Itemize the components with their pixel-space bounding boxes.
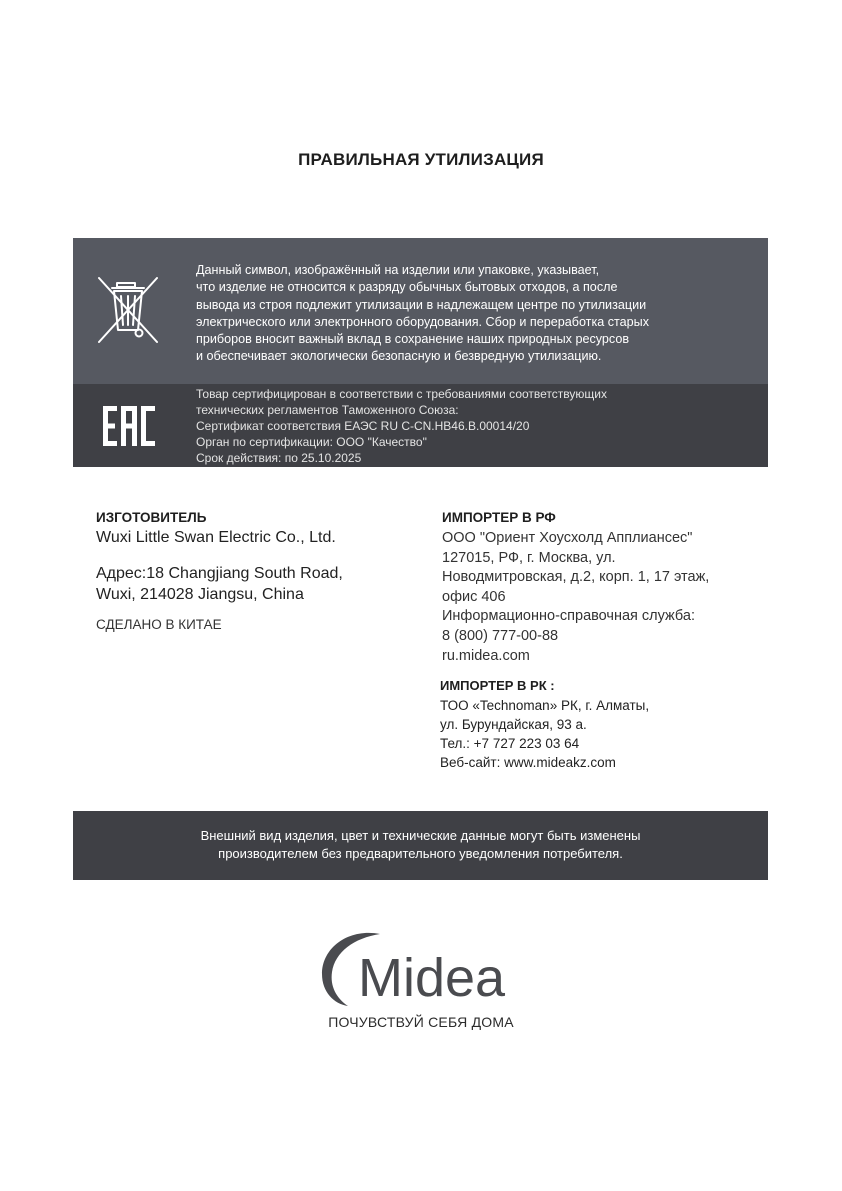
manufacturer-heading: ИЗГОТОВИТЕЛЬ [96,510,207,525]
importer-rf-line: 8 (800) 777-00-88 [442,627,559,644]
importer-rf-section [442,510,709,666]
disposal-line: что изделие не относится к разряду обычных бытовых отходов, а после [196,280,618,295]
notice-panel [73,811,768,880]
importer-rk-line: Тел.: +7 727 223 03 64 [440,736,580,751]
importer-rf-heading: ИМПОРТЕР В РФ [442,510,556,525]
importer-rk-line: ТОО «Technoman» РК, г. Алматы, [440,698,650,713]
certification-line: Товар сертифицирован в соответствии с требованиями соответствующих [196,387,607,401]
importer-rk-line: ул. Бурундайская, 93 а. [440,717,587,732]
disposal-line: Данный символ, изображённый на изделии или упаковке, указывает, [196,263,600,277]
disposal-text [196,262,649,366]
logo-text: Midea [358,948,506,1008]
importer-rk-details [440,696,649,772]
manufacturer-company: Wuxi Little Swan Electric Co., Ltd. [96,529,336,546]
importer-rf-line: офис 406 [442,588,506,605]
midea-logo [318,926,528,1008]
certification-line: технических регламентов Таможенного Союза: [196,403,459,417]
page-title: ПРАВИЛЬНАЯ УТИЛИЗАЦИЯ [298,150,544,169]
brand-slogan: ПОЧУВСТВУЙ СЕБЯ ДОМА [328,1014,514,1030]
importer-rf-line: Информационно-справочная служба: [442,608,695,625]
disposal-line: электрического или электронного оборудования. Сбор и переработка старых [196,314,650,329]
importer-rk-section [440,678,649,772]
certification-panel [73,384,768,467]
importer-rf-line: 127015, РФ, г. Москва, ул. [442,549,616,566]
disposal-line: приборов вносит важный вклад в сохранение наших природных ресурсов [196,332,630,347]
importer-rk-website: Веб-сайт: www.mideakz.com [440,755,616,770]
importer-rk-heading: ИМПОРТЕР В РК : [440,678,555,693]
manufacturer-address [96,563,343,605]
disposal-line: вывода из строя подлежит утилизации в надлежащем центре по утилизации [196,297,647,312]
certification-line: Срок действия: по 25.10.2025 [196,451,362,465]
address-line: Адрес:18 Changjiang South Road, [96,565,343,582]
made-in-label: СДЕЛАНО В КИТАЕ [96,617,222,632]
certification-line: Сертификат соответствия ЕАЭС RU C-CN.HB46.B.00014/20 [196,419,530,433]
importer-rf-details [442,529,709,666]
certification-line: Орган по сертификации: ООО "Качество" [196,435,427,449]
crossed-out-bin-icon [95,276,161,346]
disposal-panel [73,238,768,384]
notice-line: производителем без предварительного уведомления потребителя. [218,846,623,861]
disposal-line: и обеспечивает экологически безопасную и безвредную утилизацию. [196,349,602,364]
importer-rf-line: Новодмитровская, д.2, корп. 1, 17 этаж, [442,569,710,586]
manufacturer-section [96,510,343,632]
address-line: Wuxi, 214028 Jiangsu, China [96,586,304,603]
notice-line: Внешний вид изделия, цвет и технические данные могут быть изменены [200,828,641,843]
importer-rf-website: ru.midea.com [442,647,530,664]
eac-mark-icon [103,406,155,446]
certification-text [196,386,607,466]
importer-rf-line: ООО "Ориент Хоусхолд Апплиансес" [442,530,693,546]
